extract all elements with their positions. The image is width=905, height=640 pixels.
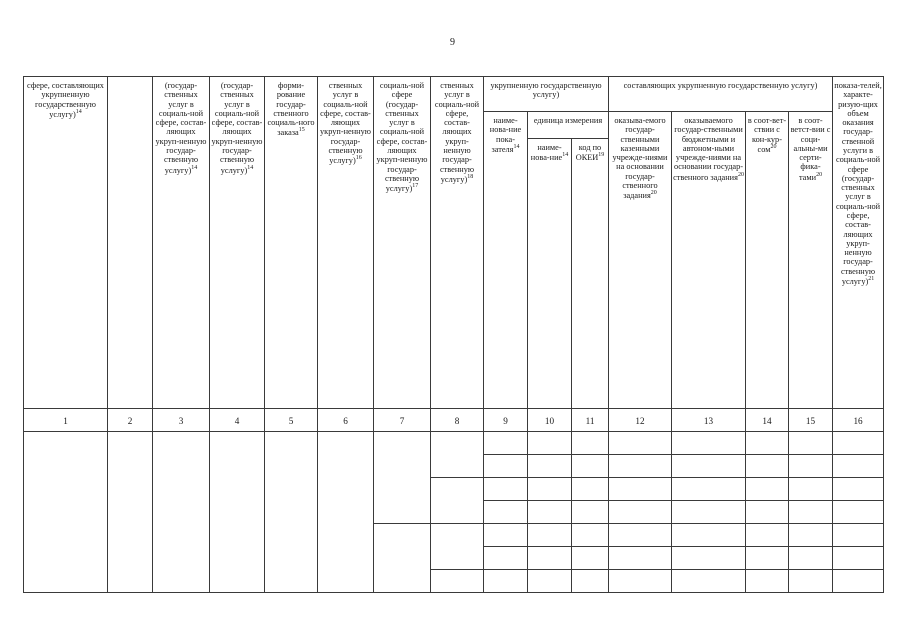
header-col-12: оказыва-емого государ-ственными казенными учрежде-ниями на основании государ-ственного задания$^{20}$ [609,112,672,409]
header-group-12-15: составляющих укрупненную государственную услугу) [609,77,833,112]
table-cell [374,432,431,524]
column-number: 16 [833,409,884,432]
table-cell [833,547,884,570]
column-number: 6 [318,409,374,432]
page-number: 9 [450,37,455,48]
table-cell [746,478,789,501]
table-cell [484,547,528,570]
table-cell [746,455,789,478]
table-cell [672,432,746,455]
column-number: 7 [374,409,431,432]
table-cell [609,478,672,501]
table-cell [609,570,672,593]
table-cell [609,524,672,547]
table-cell [484,432,528,455]
table-cell [484,501,528,524]
table-cell [833,432,884,455]
column-number: 1 [24,409,108,432]
table-cell [833,570,884,593]
header-col-8: ственных услуг в социаль-ной сфере, состав-ляющих укруп-ненную государ-ственную услугу)$^{18}$ [431,77,484,409]
table-cell [672,478,746,501]
table-cell [572,478,609,501]
table-cell [833,501,884,524]
table-cell [833,524,884,547]
table-cell [789,455,833,478]
table-cell [789,524,833,547]
header-col-10: наиме-нова-ние$^{14}$ [528,139,572,409]
table-cell [609,547,672,570]
table-cell [609,501,672,524]
column-number: 12 [609,409,672,432]
table-cell [528,570,572,593]
table-cell [789,570,833,593]
table-cell [672,547,746,570]
table-cell [528,501,572,524]
table-cell [789,478,833,501]
header-col-5: форми-рование государ-ственного социаль-ного заказа$^{15}$ [265,77,318,409]
table-cell [572,524,609,547]
table-cell [24,432,108,593]
table-cell [672,524,746,547]
table-cell [746,432,789,455]
table-cell [672,570,746,593]
header-col-11: код по ОКЕИ$^{19}$ [572,139,609,409]
header-col-6: ственных услуг в социаль-ной сфере, состав-ляющих укруп-ненную государ-ственную услугу)$^{16}$ [318,77,374,409]
table-cell [789,547,833,570]
table-cell [609,455,672,478]
header-col-16: показа-телей, характе-ризую-щих объем оказания государ-ственной услуги в социаль-ной сфере (государ-ственных услуг в социаль-ной сфере, состав-ляющих укруп-ненную государ-ственную услугу)$^{21}$ [833,77,884,409]
table-cell [528,455,572,478]
table-cell [609,432,672,455]
header-col-4: (государ-ственных услуг в социаль-ной сфере, состав-ляющих укруп-ненную государ-ственную услугу)$^{14}$ [210,77,265,409]
column-number: 8 [431,409,484,432]
header-group-9-11: укрупненную государственную услугу) [484,77,609,112]
table-cell [746,524,789,547]
header-col-1: сфере, составляющих укрупненную государственную услугу)$^{14}$ [24,77,108,409]
table-cell [572,455,609,478]
table-cell [374,524,431,593]
header-col-14: в соот-вет-ствии с кон-кур-сом$^{20}$ [746,112,789,409]
table-cell [431,524,484,570]
header-group-10-11: единица измерения [528,112,609,139]
table-cell [572,547,609,570]
table-cell [672,501,746,524]
table-cell [484,478,528,501]
table-cell [484,570,528,593]
table-cell [153,432,210,593]
table-cell [318,432,374,593]
header-col-7: социаль-ной сфере (государ-ственных услуг в социаль-ной сфере, состав-ляющих укруп-ненную государ-ственную услугу)$^{17}$ [374,77,431,409]
column-number: 3 [153,409,210,432]
table-cell [431,570,484,593]
table-cell [746,547,789,570]
table-cell [210,432,265,593]
table-cell [746,570,789,593]
header-col-3: (государ-ственных услуг в социаль-ной сфере, состав-ляющих укруп-ненную государ-ственную услугу)$^{14}$ [153,77,210,409]
table-cell [833,455,884,478]
header-col-9: наиме-нова-ние пока-зателя$^{14}$ [484,112,528,409]
column-number: 4 [210,409,265,432]
table-cell [528,547,572,570]
table-cell [789,432,833,455]
table-cell [528,524,572,547]
header-col-2 [108,77,153,409]
table-cell [572,501,609,524]
column-number: 14 [746,409,789,432]
table-cell [746,501,789,524]
table-cell [528,478,572,501]
table-cell [431,478,484,524]
table-cell [265,432,318,593]
table-cell [833,478,884,501]
table-cell [108,432,153,593]
form-table [23,76,884,593]
column-number: 9 [484,409,528,432]
column-number: 13 [672,409,746,432]
table-cell [431,432,484,478]
header-col-13: оказываемого государ-ственными бюджетными и автоном-ными учрежде-ниями на основании государ-ственного задания$^{20}$ [672,112,746,409]
column-number: 2 [108,409,153,432]
table-cell [528,432,572,455]
column-number: 5 [265,409,318,432]
table-cell [672,455,746,478]
table-cell [572,432,609,455]
table-cell [484,455,528,478]
column-number: 11 [572,409,609,432]
table-cell [572,570,609,593]
table-cell [484,524,528,547]
column-number: 15 [789,409,833,432]
header-col-15: в соот-ветст-вии с соци-альны-ми серти-фика-тами$^{20}$ [789,112,833,409]
column-number: 10 [528,409,572,432]
table-cell [789,501,833,524]
